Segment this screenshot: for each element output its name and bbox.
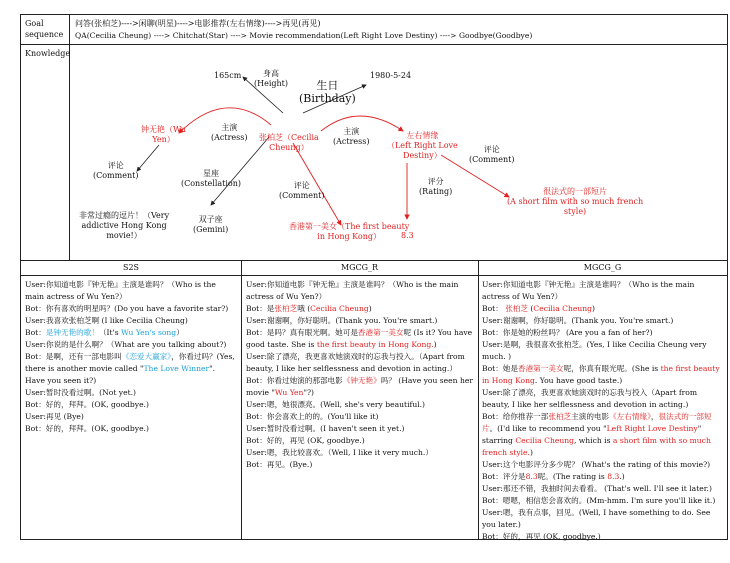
dialog-text-segment: User:除了漂亮，我更喜欢她演戏时的忘我与投入。（Apart from beauty, I like her selflessness and devotion in acting.） — [246, 352, 465, 373]
dialog-turn — [246, 399, 474, 411]
goal-sequence-zh: 问答(张柏芝)---->闲聊(明星)---->电影推荐(左右情缘)---->再见(再见) — [75, 19, 321, 28]
dialog-text-segment: User:谢谢啊，你好聪明。(Thank you. You're smart.) — [482, 316, 674, 325]
dialog-turn — [482, 279, 723, 303]
dialog-text-segment: User:是啊，我很喜欢张柏芝。(Yes, I like Cecilia Cheung very much. ) — [482, 340, 707, 361]
dialog-text-segment: User:你知道电影『钟无艳』主演是谁吗？（Who is the main actress of Wu Yen?） — [482, 280, 695, 301]
row-divider-knowledge — [21, 260, 727, 261]
dialog-text-segment: ". Have you seen it?) — [25, 364, 216, 385]
dialog-mgcg-r — [246, 279, 474, 471]
dialog-turn — [25, 279, 237, 303]
kg-actress-relation-2: 主演 (Actress) — [333, 127, 370, 146]
dialog-text-segment: Bot：你会喜欢上的的。(You'll like it) — [246, 412, 379, 421]
kg-node-wu-yen: 钟无艳（Wu Yen） — [141, 125, 187, 144]
dialog-text-segment: "?) — [303, 388, 314, 397]
dialog-text-segment: ， — [650, 412, 659, 421]
dialog-text-segment: User:你知道电影『钟无艳』主演是谁吗？（Who is the main actress of Wu Yen?） — [246, 280, 459, 301]
dialog-text-segment: ，你看过吗？(Yes, there is another movie called " — [25, 352, 235, 373]
dialog-text-segment: Bot：给你推荐一部 — [482, 412, 549, 421]
column-header-s2s: S2S — [122, 263, 140, 272]
dialog-text-segment: 8.3 — [607, 472, 620, 481]
dialog-text-segment: , which is — [573, 436, 613, 445]
dialog-text-segment: Wu Yen's song — [121, 328, 177, 337]
dialog-text-segment: Bot：她是 — [482, 364, 518, 373]
dialog-text-segment: 《左右情缘》 — [609, 412, 651, 421]
dialog-text-segment: User:嗯，我有点事，回见。(Well, I have something to do. See you later.) — [482, 508, 711, 529]
dialog-text-segment: Bot：你是她的粉丝吗？ (Are you a fan of her?) — [482, 328, 653, 337]
dialog-text-segment: ) — [592, 304, 595, 313]
dialog-turn — [25, 303, 237, 315]
dialog-text-segment: Bot：好的，拜拜。(OK, goodbye.) — [25, 424, 149, 433]
dialog-turn — [482, 411, 723, 459]
dialog-text-segment: Bot：好的，再见 (OK, goodbye.) — [246, 436, 365, 445]
column-header-mgcg-g: MGCG_G — [583, 263, 622, 272]
dialog-turn — [246, 435, 474, 447]
dialog-turn — [246, 375, 474, 399]
dialog-text-segment: Bot： — [25, 328, 46, 337]
kg-node-gemini: 双子座 (Gemini) — [193, 215, 229, 234]
dialog-text-segment: 。(I'd like to recommend you " — [489, 424, 607, 433]
dialog-text-segment: Bot：嗯嗯，相信您会喜欢的。(Mm-hmm. I'm sure you'll like it.) — [482, 496, 716, 505]
dialog-turn — [482, 363, 723, 387]
row-divider-header — [21, 275, 727, 276]
dialog-turn — [482, 387, 723, 411]
dialog-text-segment: 很法式的一部短片 — [482, 412, 712, 433]
dialog-text-segment: Bot：你看过她演的那部电影 — [246, 376, 343, 385]
dialog-turn — [246, 351, 474, 375]
kg-rating-relation: 评分 (Rating) — [419, 177, 453, 196]
dialog-turn — [482, 339, 723, 363]
dialog-text-segment: Cecilia Cheung — [310, 304, 369, 313]
kg-height-value: 165cm — [214, 71, 242, 80]
kg-node-first-beauty: 香港第一美女（The first beauty in Hong Kong） — [289, 222, 410, 241]
dialog-text-segment: 是钟无艳的歌！ — [45, 328, 99, 337]
dialog-text-segment: . You have good taste.) — [534, 376, 623, 385]
dialog-turn — [246, 327, 474, 351]
dialog-text-segment: 香港第一美女 — [357, 328, 404, 337]
dialog-text-segment: User:我喜欢张柏芝啊 (I like Cecilia Cheung) — [25, 316, 188, 325]
dialog-text-segment: Bot：是 — [246, 304, 275, 313]
dialog-text-segment: a short film with so much french style. — [482, 436, 711, 457]
dialog-text-segment: Bot：好的，再见 (OK, goodbye.) — [482, 532, 601, 541]
kg-comment-relation-1: 评论 (Comment) — [93, 161, 139, 180]
dialog-text-segment: User:这个电影评分多少呢？ (What's the rating of this movie?) — [482, 460, 711, 469]
dialog-text-segment: 哦 ( — [297, 304, 311, 313]
kg-node-left-right-love-destiny: 左右情缘 （Left Right Love Destiny） — [387, 131, 458, 160]
dialog-text-segment: 张柏芝 — [505, 304, 528, 313]
dialog-text-segment: 主演的电影 — [571, 412, 610, 421]
dialog-turn — [246, 303, 474, 315]
dialog-text-segment: User:暂时没看过啊。(Not yet.) — [25, 388, 136, 397]
goal-sequence-en: QA(Cecilia Cheung) ----> Chitchat(Star) ----> Movie recommendation(Left Right Love Destiny) ----> Goodbye(Goodbye) — [75, 31, 533, 40]
dialog-turn — [246, 279, 474, 303]
column-header-mgcg-r: MGCG_R — [340, 263, 379, 272]
dialog-text-segment: Bot：是吗？真有眼光啊。她可是 — [246, 328, 358, 337]
dialog-text-segment: Bot： — [482, 304, 506, 313]
dialog-text-segment: Bot：是啊，还有一部电影叫 — [25, 352, 122, 361]
dialog-text-segment: 呢 (Is it? You have good taste. She is — [246, 328, 473, 349]
dialog-turn — [25, 315, 237, 327]
dialog-text-segment: ) — [433, 340, 437, 349]
dialog-text-segment: User:再见 (Bye) — [25, 412, 84, 421]
kg-height-relation: 身高 (Height) — [254, 69, 288, 88]
dialog-turn — [246, 411, 474, 423]
dialog-turn — [246, 459, 474, 471]
dialog-turn — [482, 315, 723, 327]
dialog-turn — [25, 387, 237, 399]
dialog-text-segment: User:除了漂亮，我更喜欢她演戏时的忘我与投入（Apart from beauty, I like her selflessness and devotion in acting.) — [482, 388, 698, 409]
column-divider-1 — [241, 260, 242, 539]
dialog-turn — [25, 423, 237, 435]
comparison-table — [20, 14, 728, 540]
dialog-text-segment: 8.3 — [525, 472, 538, 481]
edge-comment1 — [137, 145, 159, 171]
dialog-turn — [246, 315, 474, 327]
dialog-turn — [246, 447, 474, 459]
dialog-s2s — [25, 279, 237, 435]
knowledge-label: Knowledge — [25, 49, 71, 58]
dialog-text-segment: 呢。(The rating is — [537, 472, 608, 481]
goal-sequence-label: Goal sequence — [25, 19, 64, 39]
dialog-text-segment: User:你说的是什么啊？（What are you talking about?) — [25, 340, 227, 349]
dialog-turn — [482, 471, 723, 483]
dialog-turn — [25, 327, 237, 339]
dialog-text-segment: " starring — [482, 424, 702, 445]
dialog-text-segment: The Love Winner — [143, 364, 210, 373]
dialog-text-segment: 香港第一美女 — [518, 364, 564, 373]
dialog-text-segment: Bot：好的，拜拜。(OK, goodbye.) — [25, 400, 149, 409]
dialog-text-segment: 呢，你真有眼光呢。(She is — [563, 364, 661, 373]
dialog-turn — [482, 303, 723, 315]
dialog-turn — [246, 423, 474, 435]
column-divider-2 — [478, 260, 479, 539]
dialog-text-segment: ) — [529, 448, 533, 457]
kg-constellation-relation: 星座 (Constellation) — [181, 169, 242, 188]
dialog-text-segment: .) — [619, 472, 625, 481]
dialog-text-segment: 《恋爱大赢家》 — [121, 352, 172, 361]
dialog-text-segment: 吗？ (Have you seen her movie " — [246, 376, 473, 397]
dialog-text-segment: Bot：再见。(Bye.) — [246, 460, 313, 469]
dialog-text-segment: ） — [176, 328, 184, 337]
kg-comment-relation-2: 评论 (Comment) — [279, 181, 325, 200]
kg-comment-value-1: 非常过瘾的逗片！（Very addictive Hong Kong movie!） — [79, 211, 170, 240]
dialog-text-segment: ) — [368, 304, 372, 313]
dialog-turn — [25, 399, 237, 411]
dialog-turn — [25, 351, 237, 387]
dialog-turn — [482, 327, 723, 339]
kg-comment-relation-3: 评论 (Comment) — [469, 145, 515, 164]
dialog-text-segment: 张柏芝 — [274, 304, 298, 313]
dialog-text-segment: ( — [528, 304, 534, 313]
kg-birthday-relation: 生日 (Birthday) — [299, 79, 356, 105]
kg-node-french-film: 很法式的一部短片 (A short film with so much french style) — [507, 187, 644, 216]
dialog-turn — [482, 507, 723, 531]
dialog-text-segment: （It's — [98, 328, 122, 337]
dialog-text-segment: the first beauty in Hong Kong. — [316, 340, 434, 349]
dialog-text-segment: Cecilia Cheung — [515, 436, 574, 445]
kg-actress-relation-1: 主演 (Actress) — [211, 123, 248, 142]
dialog-text-segment: Left Right Love Destiny — [606, 424, 698, 433]
kg-birthday-value: 1980-5-24 — [370, 71, 412, 80]
dialog-text-segment: User:嗯，她很漂亮。(Well, she's very beautiful.) — [246, 400, 426, 409]
dialog-text-segment: Cecilia Cheung — [533, 304, 593, 313]
dialog-mgcg-g — [482, 279, 723, 543]
dialog-text-segment: User:你知道电影『钟无艳』主演是谁吗？（Who is the main actress of Wu Yen?） — [25, 280, 216, 301]
dialog-text-segment: User:嗯，我比较喜欢。（Well, I like it very much.） — [246, 448, 433, 457]
dialog-text-segment: Wu Yen — [274, 388, 304, 397]
dialog-text-segment: 《钟无艳》 — [342, 376, 381, 385]
dialog-text-segment: Bot：你有喜欢的明星吗？(Do you have a favorite star?) — [25, 304, 229, 313]
dialog-text-segment: the first beauty in Hong Kong — [482, 364, 720, 385]
dialog-turn — [25, 411, 237, 423]
dialog-text-segment: Bot：评分是 — [482, 472, 526, 481]
dialog-text-segment: User:那还不错，我抽时间去看看。 (That's well. I'll see it later.) — [482, 484, 712, 493]
dialog-text-segment: 张柏芝 — [548, 412, 572, 421]
dialog-turn — [25, 339, 237, 351]
dialog-turn — [482, 495, 723, 507]
dialog-turn — [482, 531, 723, 543]
dialog-turn — [482, 459, 723, 471]
dialog-text-segment: User:暂时没看过啊。(I haven't seen it yet.) — [246, 424, 405, 433]
dialog-text-segment: User:谢谢啊，你好聪明。(Thank you. You're smart.) — [246, 316, 438, 325]
kg-node-cecilia-cheung: 张柏芝（Cecilia Cheung） — [259, 133, 319, 152]
dialog-turn — [482, 483, 723, 495]
kg-node-rating-value: 8.3 — [401, 231, 414, 240]
